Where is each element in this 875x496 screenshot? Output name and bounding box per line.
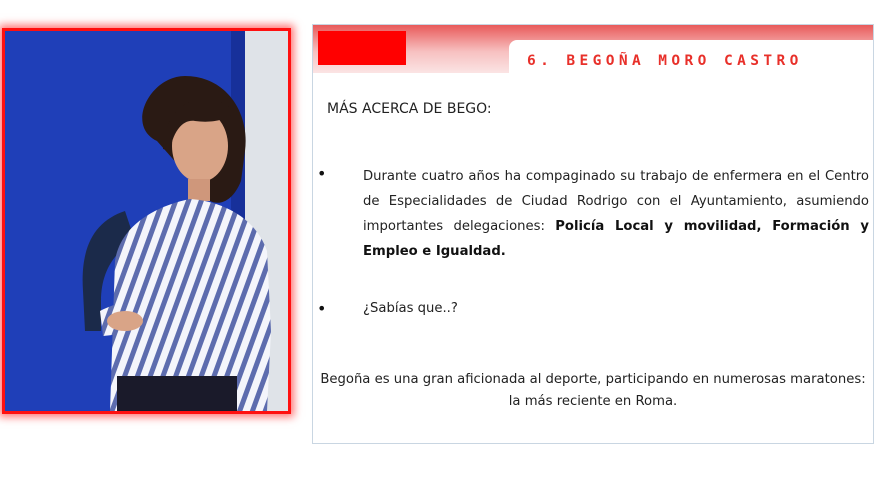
portrait-illustration [5, 31, 288, 411]
bio-delegations: Policía Local y movilidad, Formación y Empleo e Igualdad. [363, 219, 869, 259]
did-you-know-text: ¿Sabías que..? [363, 301, 458, 316]
profile-photo [2, 28, 291, 414]
bio-text: Durante cuatro años ha compaginado su trabajo de enfermera en el Centro de Especialidades de Ciudad Rodrigo con el Ayuntamiento, asumiendo importantes delegaciones: [363, 169, 869, 234]
profile-card [312, 24, 874, 444]
closing-paragraph: Begoña es una gran aficionada al deporte, participando en numerosas maratones: la más reciente en Roma. [320, 372, 866, 409]
bullet-marker: • [317, 164, 327, 183]
red-square-block [318, 31, 406, 65]
bio-paragraph [363, 164, 869, 264]
section-heading: MÁS ACERCA DE BEGO: [327, 101, 492, 117]
bullet-marker: • [317, 299, 327, 318]
name-title: 6. BEGOÑA MORO CASTRO [527, 53, 803, 69]
